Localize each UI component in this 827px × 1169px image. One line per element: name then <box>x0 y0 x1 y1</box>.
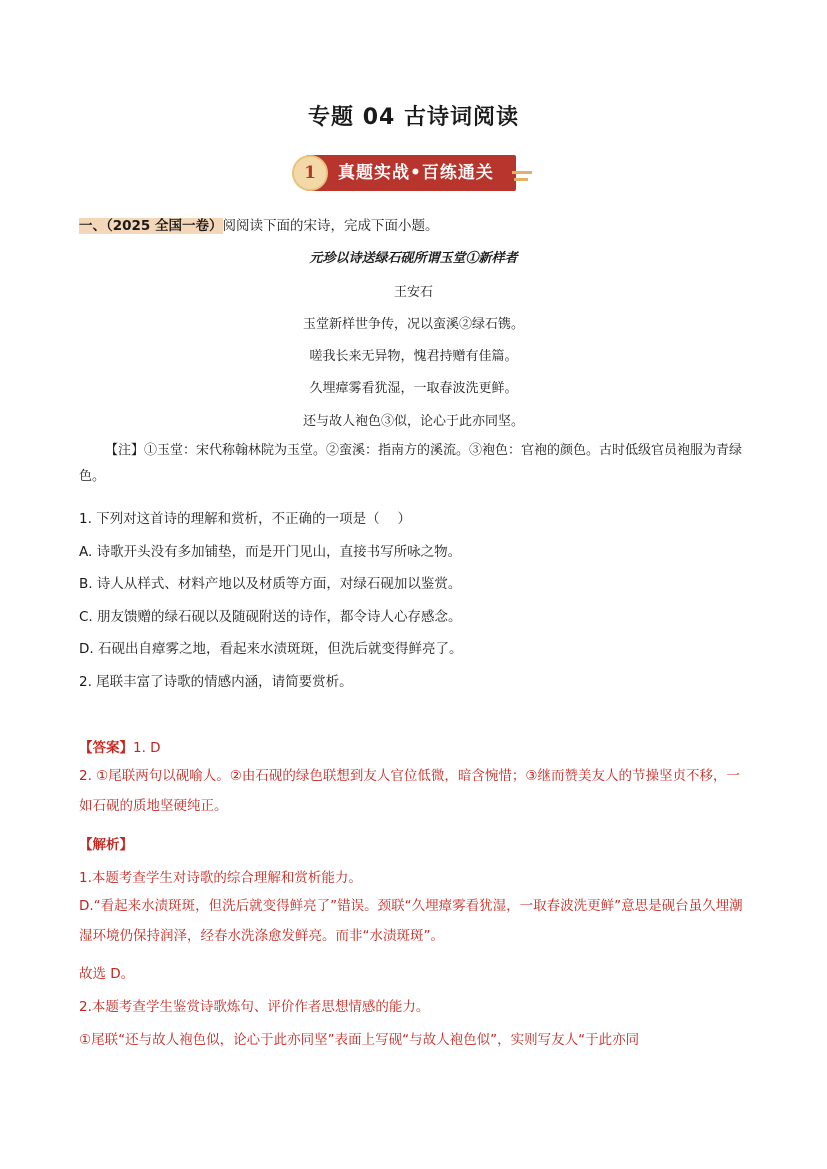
analysis-label: 【解析】 <box>79 837 133 853</box>
answer-row <box>79 736 161 756</box>
poem-line: 嗟我长来无异物，愧君持赠有佳篇。 <box>309 349 518 364</box>
question-1-stem: 1. 下列对这首诗的理解和赏析，不正确的一项是（ ） <box>79 511 411 527</box>
analysis-paragraph: 故选 D。 <box>79 966 135 982</box>
poem-note: 【注】①玉堂：宋代称翰林院为玉堂。②蛮溪：指南方的溪流。③袍色：官袍的颜色。古时低级官员袍服为青绿色。 <box>79 443 743 484</box>
banner-text: 真题实战•百练通关 <box>338 163 494 183</box>
banner-decoration <box>514 178 528 181</box>
analysis-paragraph: ①尾联“还与故人袍色似，论心于此亦同坚”表面上写砚“与故人袍色似”，实则写友人“于此亦同 <box>79 1032 640 1048</box>
option-a: A. 诗歌开头没有多加铺垫，而是开门见山，直接书写所咏之物。 <box>79 544 462 560</box>
section-banner <box>292 152 532 194</box>
poem-title: 元珍以诗送绿石砚所谓玉堂①新样者 <box>309 251 518 266</box>
question-2-stem: 2. 尾联丰富了诗歌的情感内涵，请简要赏析。 <box>79 674 353 690</box>
analysis-paragraph: 2.本题考查学生鉴赏诗歌炼句、评价作者思想情感的能力。 <box>79 999 430 1015</box>
question-source-label: 一、（2025 全国一卷） <box>79 218 223 234</box>
banner-decoration <box>512 171 532 174</box>
poem-author: 王安石 <box>393 285 433 300</box>
answer-2: 2. ①尾联两句以砚喻人。②由石砚的绿色联想到友人官位低微，暗含惋惜；③继而赞美友人的节操坚贞不移，一如石砚的质地坚硬纯正。 <box>79 768 740 814</box>
page-title: 专题 04 古诗词阅读 <box>308 105 519 130</box>
answer-1: 1. D <box>133 740 161 756</box>
poem-line: 玉堂新样世争传，况以蛮溪②绿石镌。 <box>302 317 524 332</box>
poem-line: 久埋瘴雾看犹湿，一取春波洗更鲜。 <box>309 381 518 396</box>
banner-number: 1 <box>292 155 328 191</box>
option-b: B. 诗人从样式、材料产地以及材质等方面，对绿石砚加以鉴赏。 <box>79 576 462 592</box>
poem-line: 还与故人袍色③似，论心于此亦同坚。 <box>302 414 524 429</box>
answer-label: 【答案】 <box>79 740 133 756</box>
question-header <box>79 214 439 234</box>
option-d: D. 石砚出自瘴雾之地，看起来水渍斑斑，但洗后就变得鲜亮了。 <box>79 641 463 657</box>
question-instruction: 阅阅读下面的宋诗，完成下面小题。 <box>222 218 439 234</box>
analysis-paragraph: D.“看起来水渍斑斑，但洗后就变得鲜亮了”错误。颈联“久埋瘴雾看犹湿，一取春波洗更鲜”意思是砚台虽久埋潮湿环境仍保持润泽，经春水洗涤愈发鲜亮。而非“水渍斑斑”。 <box>79 898 743 944</box>
analysis-paragraph: 1.本题考查学生对诗歌的综合理解和赏析能力。 <box>79 870 362 886</box>
option-c: C. 朋友馈赠的绿石砚以及随砚附送的诗作，都令诗人心存感念。 <box>79 609 462 625</box>
